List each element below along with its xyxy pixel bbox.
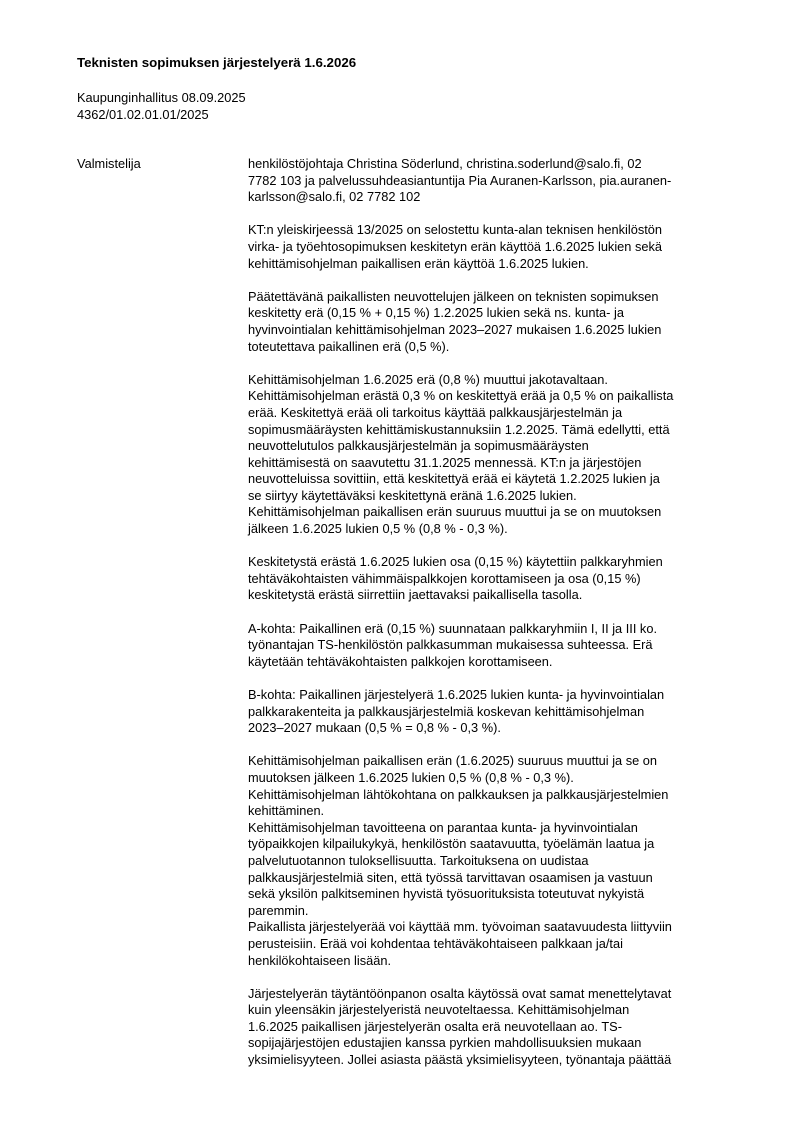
document-body bbox=[248, 156, 740, 1085]
meeting-date: Kaupunginhallitus 08.09.2025 bbox=[77, 90, 246, 105]
paragraph: Kehittämisohjelman paikallisen erän (1.6.2025) suuruus muuttui ja se on muutoksen jälkeen 1.6.2025 lukien 0,5 % (0,8 % - 0,3 %). Kehittämisohjelman lähtökohtana on palkkauksen ja palkkausjärjestelmien kehittäminen. Kehittämisohjelman tavoitteena on parantaa kunta- ja hyvinvointialan työpaikkojen kilpailukykyä, henkilöstön saatavuutta, työelämän laatua ja palvelutuotannon tuloksellisuutta. Tarkoituksena on uudistaa palkkausjärjestelmiä siten, että työssä tarvittavan osaamisen ja vastuun sekä yksilön palkitseminen hyvistä työsuorituksista toteutuvat nykyistä paremmin. Paikallista järjestelyerää voi käyttää mm. työvoiman saatavuudesta liittyviin perusteisiin. Erää voi kohdentaa tehtäväkohtaiseen palkkaan ja/tai henkilökohtaiseen lisään. bbox=[248, 753, 672, 968]
paragraph: A-kohta: Paikallinen erä (0,15 %) suunnataan palkkaryhmiin I, II ja III ko. työnantajan TS-henkilöstön palkkasumman mukaisessa suhteessa. Erä käytetään tehtäväkohtaisten palkkojen korottamiseen. bbox=[248, 620, 658, 669]
case-number: 4362/01.02.01.01/2025 bbox=[77, 106, 209, 122]
paragraph: Päätettävänä paikallisten neuvottelujen jälkeen on teknisten sopimuksen keskitetty erä (0,15 % + 0,15 %) 1.2.2025 lukien sekä ns. kunta- ja hyvinvointialan kehittämisohjelman 2023–2027 mukaisen 1.6.2025 lukien toteutettava paikallinen erä (0,5 %). bbox=[248, 288, 662, 354]
paragraph: KT:n yleiskirjeessä 13/2025 on selostettu kunta-alan teknisen henkilöstön virka- ja työehtosopimuksen keskitetyn erän käyttöä 1.6.2025 lukien sekä kehittämisohjelman paikallisen erän käyttöä 1.6.2025 lukien. bbox=[248, 222, 663, 271]
paragraph-preparer: henkilöstöjohtaja Christina Söderlund, christina.soderlund@salo.fi, 02 7782 103 ja palvelussuhdeasiantuntija Pia Auranen-Karlsson, pia.auranen- karlsson@salo.fi, 02 7782 102 bbox=[248, 156, 672, 205]
paragraph: Järjestelyerän täytäntöönpanon osalta käytössä ovat samat menettelytavat kuin yleensäkin järjestelyeristä neuvoteltaessa. Kehittämisohjelman 1.6.2025 paikallisen järjestelyerän osalta erä neuvotellaan ao. TS- sopijajärjestöjen edustajien kanssa pyrkien mahdollisuuksien mukaan yksimielisyyteen. Jollei asiasta päästä yksimielisyyteen, työnantaja päättää bbox=[248, 985, 672, 1068]
paragraph: Kehittämisohjelman 1.6.2025 erä (0,8 %) muuttui jakotavaltaan. Kehittämisohjelman erästä 0,3 % on keskitettyä erää ja 0,5 % on paikallista erää. Keskitettyä erää oli tarkoitus käyttää palkkausjärjestelmän ja sopimusmääräysten kehittämiskustannuksiin 1.2.2025. Tämä edellytti, että neuvottelutulos palkkausjärjestelmän ja sopimusmääräysten kehittämisestä on saavutettu 31.1.2025 mennessä. KT:n ja järjestöjen neuvotteluissa sovittiin, että keskitettyä erää ei käytetä 1.2.2025 lukien ja se siirtyy käytettäväksi keskitettynä eränä 1.6.2025 lukien. Kehittämisohjelman paikallisen erän suuruus muuttui ja se on muutoksen jälkeen 1.6.2025 lukien 0,5 % (0,8 % - 0,3 %). bbox=[248, 371, 674, 537]
paragraph: B-kohta: Paikallinen järjestelyerä 1.6.2025 lukien kunta- ja hyvinvointialan palkkarakenteita ja palkkausjärjestelmiä koskevan kehittämisohjelman 2023–2027 mukaan (0,5 % = 0,8 % - 0,3 %). bbox=[248, 687, 665, 736]
document-meta bbox=[77, 90, 246, 123]
document-title: Teknisten sopimuksen järjestelyerä 1.6.2026 bbox=[77, 55, 357, 70]
paragraph: Keskitetystä erästä 1.6.2025 lukien osa (0,15 %) käytettiin palkkaryhmien tehtäväkohtaisten vähimmäispalkkojen korottamiseen ja osa (0,15 %) keskitetystä erästä siirrettiin jaettavaksi paikallisella tasolla. bbox=[248, 554, 663, 603]
preparer-label: Valmistelija bbox=[77, 156, 141, 171]
